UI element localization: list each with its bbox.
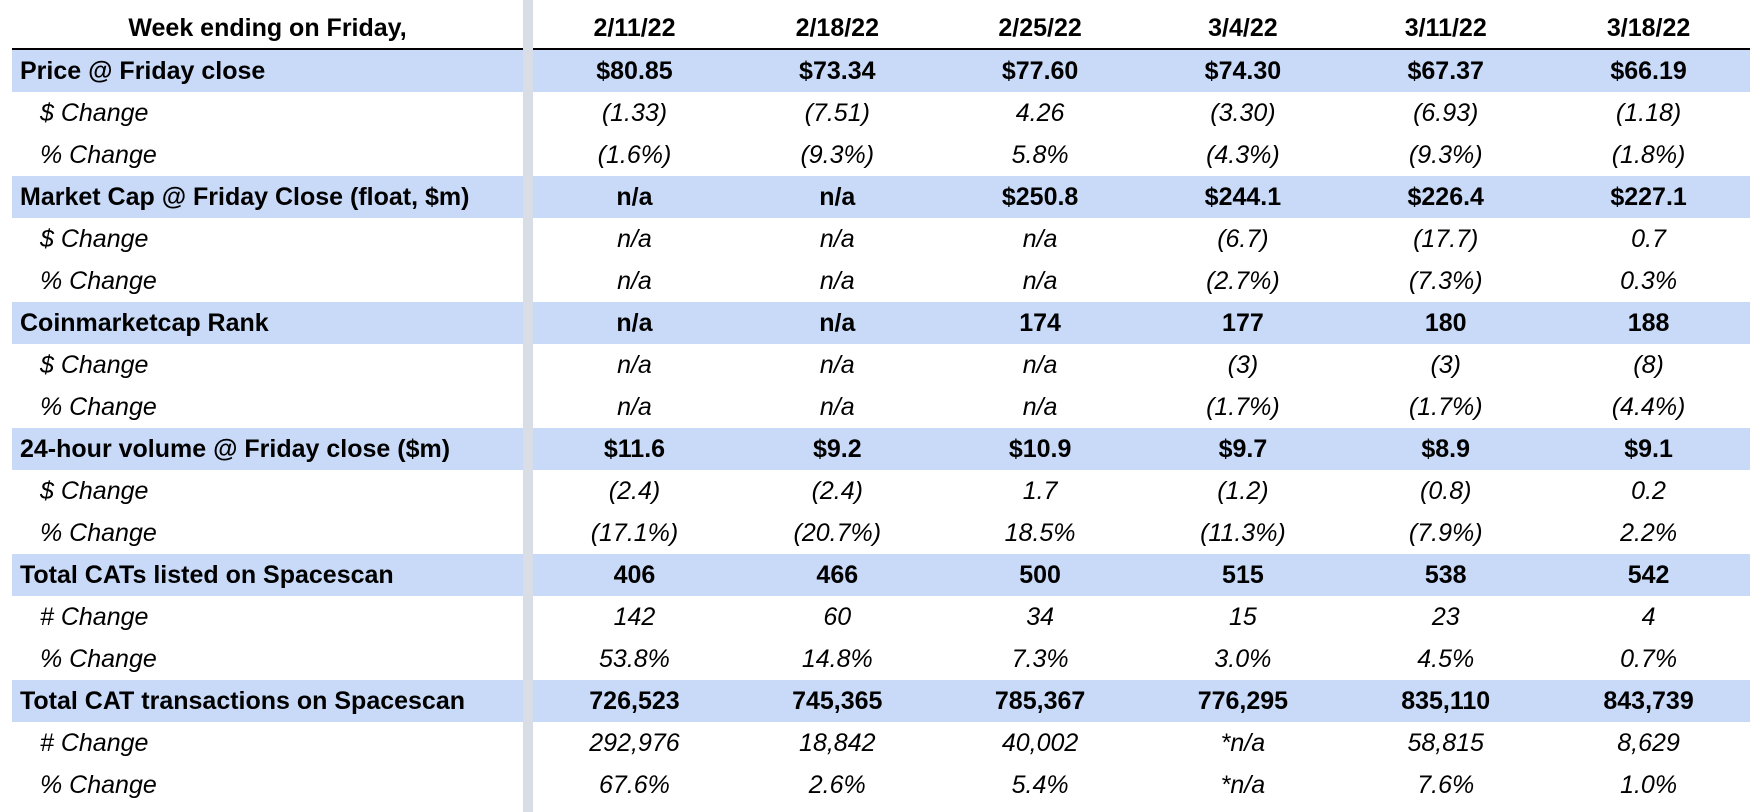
table-cell: n/a bbox=[1022, 266, 1058, 295]
row-label: % Change bbox=[40, 140, 157, 169]
table-cell: $67.37 bbox=[1344, 49, 1547, 92]
table-cell: n/a bbox=[617, 350, 652, 379]
row-label: Total CAT transactions on Spacescan bbox=[12, 680, 523, 722]
row-gap bbox=[523, 49, 533, 92]
table-row-change bbox=[12, 92, 1750, 134]
header-date: 3/18/22 bbox=[1547, 8, 1750, 49]
row-label: $ Change bbox=[40, 224, 149, 253]
table-cell: (17.7) bbox=[1413, 224, 1479, 253]
table-cell: (1.2) bbox=[1217, 476, 1269, 505]
table-cell: n/a bbox=[617, 392, 652, 421]
table-cell: (2.4) bbox=[608, 476, 661, 505]
table-cell: (4.4%) bbox=[1611, 392, 1686, 421]
table-cell: (4.3%) bbox=[1206, 140, 1280, 169]
table-cell: 188 bbox=[1547, 302, 1750, 344]
table-cell: (11.3%) bbox=[1200, 518, 1286, 547]
row-label: # Change bbox=[40, 602, 149, 631]
table-cell: $74.30 bbox=[1142, 49, 1345, 92]
header-label: Week ending on Friday, bbox=[12, 8, 523, 49]
table-cell: $77.60 bbox=[939, 49, 1142, 92]
table-cell: n/a bbox=[1022, 350, 1058, 379]
row-gap bbox=[523, 134, 533, 176]
row-gap bbox=[523, 92, 533, 134]
row-label: Market Cap @ Friday Close (float, $m) bbox=[12, 176, 523, 218]
table-cell: n/a bbox=[533, 176, 736, 218]
table-row-metric bbox=[12, 680, 1750, 722]
row-label: Price @ Friday close bbox=[12, 49, 523, 92]
table-cell: $73.34 bbox=[736, 49, 939, 92]
table-cell: 785,367 bbox=[939, 680, 1142, 722]
table-cell: 515 bbox=[1142, 554, 1345, 596]
row-label: 24-hour volume @ Friday close ($m) bbox=[12, 428, 523, 470]
table-row-change bbox=[12, 764, 1750, 806]
table-row-change bbox=[12, 386, 1750, 428]
table-cell: (1.7%) bbox=[1408, 392, 1483, 421]
row-gap bbox=[523, 260, 533, 302]
table-cell: 0.7 bbox=[1631, 224, 1666, 253]
row-gap bbox=[523, 638, 533, 680]
table-cell: (9.3%) bbox=[1408, 140, 1483, 169]
table-cell: $80.85 bbox=[533, 49, 736, 92]
row-gap bbox=[523, 428, 533, 470]
table-cell: 2.2% bbox=[1620, 518, 1678, 547]
weekly-metrics-table bbox=[12, 8, 1750, 806]
table-cell: 776,295 bbox=[1142, 680, 1345, 722]
table-cell: 406 bbox=[533, 554, 736, 596]
table-cell: (2.7%) bbox=[1206, 266, 1280, 295]
table-cell: 1.7 bbox=[1022, 476, 1058, 505]
table-cell: n/a bbox=[819, 350, 855, 379]
table-cell: 0.3% bbox=[1620, 266, 1678, 295]
table-cell: (7.9%) bbox=[1408, 518, 1483, 547]
table-cell: (6.7) bbox=[1217, 224, 1269, 253]
table-cell: 40,002 bbox=[1001, 728, 1079, 757]
row-gap bbox=[523, 680, 533, 722]
table-cell: 14.8% bbox=[801, 644, 873, 673]
row-gap bbox=[523, 554, 533, 596]
table-body bbox=[12, 49, 1750, 806]
table-cell: 466 bbox=[736, 554, 939, 596]
table-cell: 142 bbox=[613, 602, 656, 631]
table-cell: 60 bbox=[823, 602, 852, 631]
table-row-change bbox=[12, 134, 1750, 176]
table-cell: n/a bbox=[736, 302, 939, 344]
table-cell: (1.6%) bbox=[597, 140, 672, 169]
table-cell: (3) bbox=[1430, 350, 1461, 379]
row-label: $ Change bbox=[40, 476, 149, 505]
header-date: 2/11/22 bbox=[533, 8, 736, 49]
header-row bbox=[12, 8, 1750, 49]
table-cell: n/a bbox=[736, 176, 939, 218]
table-cell: 177 bbox=[1142, 302, 1345, 344]
table-cell: 4 bbox=[1641, 602, 1656, 631]
table-cell: n/a bbox=[533, 302, 736, 344]
table-cell: n/a bbox=[617, 224, 652, 253]
table-cell: 538 bbox=[1344, 554, 1547, 596]
table-cell: $244.1 bbox=[1142, 176, 1345, 218]
table-cell: 18.5% bbox=[1004, 518, 1076, 547]
table-cell: (1.33) bbox=[601, 98, 668, 127]
table-cell: (2.4) bbox=[811, 476, 863, 505]
table-cell: 53.8% bbox=[599, 644, 670, 673]
header-date: 2/25/22 bbox=[939, 8, 1142, 49]
table-cell: (7.3%) bbox=[1408, 266, 1483, 295]
table-cell: 542 bbox=[1547, 554, 1750, 596]
table-row-change bbox=[12, 512, 1750, 554]
row-label: # Change bbox=[40, 728, 149, 757]
table-cell: n/a bbox=[819, 224, 855, 253]
table-cell: 0.2 bbox=[1631, 476, 1666, 505]
row-label: $ Change bbox=[40, 350, 149, 379]
row-gap bbox=[523, 764, 533, 806]
row-label: % Change bbox=[40, 518, 157, 547]
row-gap bbox=[523, 470, 533, 512]
row-label: % Change bbox=[40, 392, 157, 421]
table-row-metric bbox=[12, 302, 1750, 344]
table-cell: 835,110 bbox=[1344, 680, 1547, 722]
table-cell: (6.93) bbox=[1413, 98, 1479, 127]
table-cell: $9.2 bbox=[736, 428, 939, 470]
table-cell: (1.7%) bbox=[1206, 392, 1280, 421]
row-gap bbox=[523, 302, 533, 344]
table-row-metric bbox=[12, 428, 1750, 470]
table-cell: 7.3% bbox=[1011, 644, 1069, 673]
table-cell: 174 bbox=[939, 302, 1142, 344]
row-label: % Change bbox=[40, 770, 157, 799]
row-gap bbox=[523, 722, 533, 764]
table-row-change bbox=[12, 596, 1750, 638]
table-cell: $9.7 bbox=[1142, 428, 1345, 470]
table-cell: $8.9 bbox=[1344, 428, 1547, 470]
row-label: % Change bbox=[40, 266, 157, 295]
table-cell: 3.0% bbox=[1214, 644, 1272, 673]
row-gap bbox=[523, 386, 533, 428]
table-row-metric bbox=[12, 176, 1750, 218]
table-cell: $9.1 bbox=[1547, 428, 1750, 470]
table-cell: 58,815 bbox=[1407, 728, 1484, 757]
table-row-change bbox=[12, 344, 1750, 386]
table-cell: 67.6% bbox=[599, 770, 670, 799]
table-row-metric bbox=[12, 49, 1750, 92]
table-cell: (7.51) bbox=[804, 98, 870, 127]
table-cell: 4.5% bbox=[1417, 644, 1475, 673]
table-cell: *n/a bbox=[1220, 770, 1266, 799]
table-row-change bbox=[12, 260, 1750, 302]
table-cell: 292,976 bbox=[589, 728, 680, 757]
table-cell: (1.18) bbox=[1615, 98, 1682, 127]
table-cell: 180 bbox=[1344, 302, 1547, 344]
table-row-change bbox=[12, 218, 1750, 260]
table-cell: 8,629 bbox=[1617, 728, 1680, 757]
row-label: Total CATs listed on Spacescan bbox=[12, 554, 523, 596]
header-date: 3/4/22 bbox=[1142, 8, 1345, 49]
header-gap bbox=[523, 8, 533, 49]
row-gap bbox=[523, 596, 533, 638]
row-label: % Change bbox=[40, 644, 157, 673]
row-label: Coinmarketcap Rank bbox=[12, 302, 523, 344]
table-row-change bbox=[12, 722, 1750, 764]
table-cell: 500 bbox=[939, 554, 1142, 596]
row-gap bbox=[523, 512, 533, 554]
weekly-metrics-sheet bbox=[12, 0, 1750, 812]
table-cell: (3.30) bbox=[1210, 98, 1276, 127]
table-cell: 23 bbox=[1431, 602, 1460, 631]
table-cell: 18,842 bbox=[799, 728, 876, 757]
table-row-change bbox=[12, 470, 1750, 512]
table-row-change bbox=[12, 638, 1750, 680]
row-gap bbox=[523, 176, 533, 218]
table-cell: $11.6 bbox=[533, 428, 736, 470]
table-cell: $226.4 bbox=[1344, 176, 1547, 218]
table-cell: 5.4% bbox=[1011, 770, 1069, 799]
table-cell: n/a bbox=[1022, 224, 1058, 253]
table-cell: 1.0% bbox=[1620, 770, 1678, 799]
table-cell: n/a bbox=[1022, 392, 1058, 421]
header-date: 3/11/22 bbox=[1344, 8, 1547, 49]
table-cell: 0.7% bbox=[1620, 644, 1678, 673]
table-cell: (9.3%) bbox=[800, 140, 875, 169]
table-header bbox=[12, 8, 1750, 49]
table-cell: 2.6% bbox=[808, 770, 866, 799]
table-cell: $10.9 bbox=[939, 428, 1142, 470]
row-gap bbox=[523, 344, 533, 386]
table-cell: n/a bbox=[819, 266, 855, 295]
table-cell: (0.8) bbox=[1420, 476, 1472, 505]
table-cell: (3) bbox=[1227, 350, 1259, 379]
table-cell: 15 bbox=[1229, 602, 1257, 631]
table-cell: n/a bbox=[617, 266, 652, 295]
table-cell: 34 bbox=[1026, 602, 1054, 631]
table-cell: (8) bbox=[1633, 350, 1664, 379]
table-cell: (1.8%) bbox=[1611, 140, 1686, 169]
row-label: $ Change bbox=[40, 98, 149, 127]
table-cell: (17.1%) bbox=[590, 518, 679, 547]
header-date: 2/18/22 bbox=[736, 8, 939, 49]
table-cell: $250.8 bbox=[939, 176, 1142, 218]
table-cell: 745,365 bbox=[736, 680, 939, 722]
table-cell: 843,739 bbox=[1547, 680, 1750, 722]
table-cell: n/a bbox=[819, 392, 855, 421]
table-row-metric bbox=[12, 554, 1750, 596]
table-cell: $66.19 bbox=[1547, 49, 1750, 92]
table-cell: (20.7%) bbox=[793, 518, 882, 547]
table-cell: *n/a bbox=[1220, 728, 1266, 757]
row-gap bbox=[523, 218, 533, 260]
table-cell: 726,523 bbox=[533, 680, 736, 722]
table-cell: $227.1 bbox=[1547, 176, 1750, 218]
table-cell: 7.6% bbox=[1417, 770, 1475, 799]
table-cell: 5.8% bbox=[1011, 140, 1069, 169]
table-cell: 4.26 bbox=[1015, 98, 1065, 127]
